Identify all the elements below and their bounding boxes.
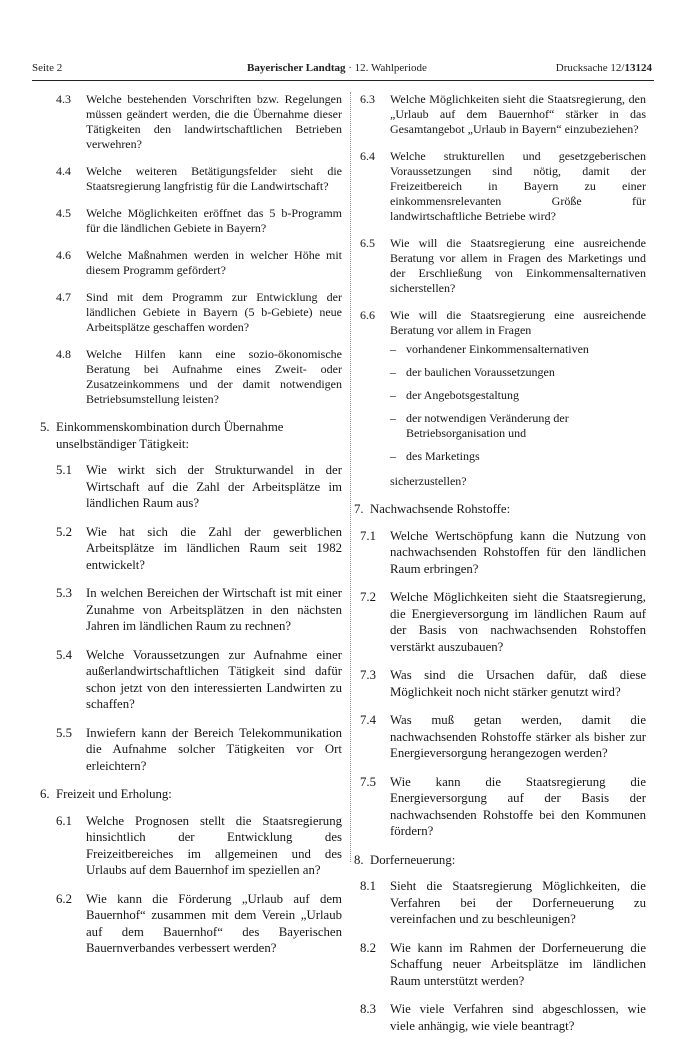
question-8-2 — [360, 940, 646, 990]
question-6-6 — [360, 308, 646, 338]
parliament-name: Bayerischer Landtag — [247, 62, 346, 74]
list-item: – des Marketings — [390, 449, 646, 464]
question-number: 6.5 — [360, 236, 375, 250]
section-6-heading — [40, 786, 342, 803]
question-number: 6.4 — [360, 149, 375, 163]
question-number: 5.2 — [56, 524, 72, 539]
question-text: Wie wirkt sich der Strukturwandel in der Wirtschaft auf die Zahl der Arbeitsplätze im ländlichen Raum aus? — [86, 463, 342, 510]
question-7-2 — [360, 589, 646, 655]
document-number — [556, 62, 652, 74]
list-item: – vorhandener Einkommensalternativen — [390, 342, 646, 357]
question-number: 8.2 — [360, 940, 376, 955]
question-text: In welchen Bereichen der Wirtschaft ist mit einer Zunahme von Arbeitsplätzen in den nächsten Jahren im ländlichen Raum zu rechnen? — [86, 586, 342, 633]
question-number: 4.8 — [56, 347, 71, 361]
question-4-3 — [56, 92, 342, 152]
question-number: 6.2 — [56, 891, 72, 906]
column-divider — [350, 92, 351, 862]
right-column — [354, 92, 646, 1046]
question-5-1 — [56, 462, 342, 512]
question-text: Wie will die Staatsregierung eine ausreichende Beratung vor allem in Fragen des Marketings und der Erschließung von Einkommensalternativen sicherstellen? — [390, 236, 646, 295]
section-5-heading — [40, 419, 342, 452]
question-4-7 — [56, 290, 342, 335]
question-number: 5.5 — [56, 725, 72, 740]
question-text: Wie will die Staatsregierung eine ausreichende Beratung vor allem in Fragen — [390, 308, 646, 337]
question-number: 5.3 — [56, 586, 72, 600]
question-text: Sieht die Staatsregierung Möglichkeiten, die Verfahren bei der Dorferneuerung zu vereinfachen und zu beschleunigen? — [390, 879, 646, 926]
question-text: Welche Möglichkeiten sieht die Staatsregierung, den „Urlaub auf dem Bauernhof“ stärker in das Gesamtangebot „Urlaub in Bayern“ einzubeziehen? — [390, 92, 646, 136]
question-8-1 — [360, 878, 646, 928]
question-4-8 — [56, 347, 342, 407]
section-title: Freizeit und Erholung: — [56, 787, 172, 801]
question-text: Wie viele Verfahren sind abgeschlossen, wie viele anhängig, wie viele beantragt? — [390, 1002, 646, 1033]
question-7-5 — [360, 774, 646, 840]
question-6-5 — [360, 236, 646, 296]
question-number: 6.1 — [56, 813, 72, 828]
question-number: 5.4 — [56, 647, 72, 662]
question-number: 7.5 — [360, 774, 376, 789]
question-number: 7.4 — [360, 713, 376, 727]
question-text: Welche strukturellen und gesetzgeberischen Voraussetzungen sind nötig, damit der Freizeitbereich in Bayern zu einer einkommensrelevanten Größe für landwirtschaftliche Betriebe wird? — [390, 149, 646, 223]
question-6-6-closing: sicherzustellen? — [390, 474, 467, 488]
question-number: 7.3 — [360, 668, 376, 682]
doc-label: Drucksache 12/ — [555, 62, 625, 74]
section-7-heading — [354, 501, 646, 518]
section-title: Dorferneuerung: — [370, 852, 456, 867]
question-number: 4.4 — [56, 164, 71, 178]
question-text: Was muß getan werden, damit die nachwachsenden Rohstoffe stärker als bisher zur Energieversorgung herangezogen werden? — [390, 713, 646, 760]
section-title: Einkommenskombination durch Übernahme unselbständiger Tätigkeit: — [56, 420, 284, 451]
question-text: Wie kann die Staatsregierung die Energieversorgung auf der Basis der nachwachsenden Rohstoffe bei den Kommunen fördern? — [390, 774, 646, 838]
question-text: Welche bestehenden Vorschriften bzw. Regelungen müssen geändert werden, die die Übernahme dieser Tätigkeiten den landwirtschaftlichen Betrieben verwehren? — [86, 92, 342, 151]
question-4-5 — [56, 206, 342, 236]
question-5-3 — [56, 585, 342, 635]
question-5-2 — [56, 524, 342, 574]
legislative-period: · 12. Wahlperiode — [348, 62, 427, 74]
section-title: Nachwachsende Rohstoffe: — [370, 502, 511, 516]
question-number: 7.2 — [360, 590, 376, 604]
question-6-2 — [56, 891, 342, 957]
question-number: 4.6 — [56, 248, 71, 262]
question-6-4 — [360, 149, 646, 224]
question-number: 4.5 — [56, 206, 71, 220]
question-7-1 — [360, 528, 646, 578]
question-number: 4.7 — [56, 290, 71, 304]
left-column — [40, 92, 342, 969]
question-number: 6.6 — [360, 308, 375, 322]
header-rule — [32, 80, 654, 81]
header-title-block — [247, 62, 427, 74]
question-7-4 — [360, 712, 646, 762]
question-text: Welche Möglichkeiten sieht die Staatsregierung, die Energieversorgung im ländlichen Raum auf der Basis von nachwachsenden Rohstoffen verstärkt auszubauen? — [390, 590, 646, 654]
question-text: Welche Voraussetzungen zur Aufnahme einer außerlandwirtschaftlichen Tätigkeit sind dafür schon jetzt von den interessierten Landwirten zu schaffen? — [86, 647, 342, 711]
question-text: Welche Wertschöpfung kann die Nutzung von nachwachsenden Rohstoffen für den ländlichen Raum erbringen? — [390, 528, 646, 576]
question-text: Inwiefern kann der Bereich Telekommunikation die Aufnahme solcher Tätigkeiten vor Ort erleichtern? — [86, 725, 342, 773]
question-text: Welche weiteren Betätigungsfelder sieht die Staatsregierung langfristig für die Landwirtschaft? — [86, 164, 342, 193]
question-text: Wie kann im Rahmen der Dorferneuerung die Schaffung neuer Arbeitsplätze im ländlichen Raum unterstützt werden? — [390, 940, 646, 988]
section-number: 5. — [40, 420, 50, 434]
question-6-1 — [56, 813, 342, 879]
question-text: Wie hat sich die Zahl der gewerblichen Arbeitsplätze im ländlichen Raum seit 1982 entwickelt? — [86, 524, 342, 572]
question-8-3 — [360, 1001, 646, 1034]
list-item: – der notwendigen Veränderung der Betriebsorganisation und — [390, 411, 646, 441]
question-number: 7.1 — [360, 528, 376, 543]
question-4-6 — [56, 248, 342, 278]
section-8-heading — [354, 852, 646, 869]
question-text: Sind mit dem Programm zur Entwicklung der ländlichen Gebiete in Bayern (5 b-Gebiete) neue Arbeitsplätze geschaffen worden? — [86, 290, 342, 334]
question-number: 5.1 — [56, 463, 72, 477]
question-4-4 — [56, 164, 342, 194]
page-header — [32, 62, 652, 78]
section-number: 8. — [354, 852, 364, 867]
question-number: 8.3 — [360, 1002, 376, 1016]
doc-number: 13124 — [624, 62, 652, 74]
question-text: Wie kann die Förderung „Urlaub auf dem Bauernhof“ zusammen mit dem Verein „Urlaub auf dem Bauernhof“ des Bayerischen Bauernverbandes verbessert werden? — [86, 891, 342, 955]
question-text: Welche Hilfen kann eine sozio-ökonomische Beratung bei Aufnahme eines Zweit- oder Zusatzeinkommens und der damit notwendigen Betriebsumstellung leisten? — [86, 347, 342, 406]
list-item: – der baulichen Voraussetzungen — [390, 365, 646, 380]
question-number: 4.3 — [56, 92, 71, 106]
page-number: Seite 2 — [32, 62, 63, 74]
section-number: 7. — [354, 502, 364, 516]
question-7-3 — [360, 667, 646, 700]
question-5-5 — [56, 725, 342, 775]
question-text: Welche Maßnahmen werden in welcher Höhe mit diesem Programm gefördert? — [86, 248, 342, 277]
question-text: Welche Möglichkeiten eröffnet das 5 b-Programm für die ländlichen Gebiete in Bayern? — [86, 206, 342, 235]
question-6-3 — [360, 92, 646, 137]
question-5-4 — [56, 647, 342, 713]
question-text: Was sind die Ursachen dafür, daß diese Möglichkeit noch nicht stärker genutzt wird? — [390, 668, 646, 699]
question-number: 8.1 — [360, 879, 376, 893]
list-item: – der Angebotsgestaltung — [390, 388, 646, 403]
section-number: 6. — [40, 787, 50, 801]
question-text: Welche Prognosen stellt die Staatsregierung hinsichtlich der Entwicklung des Freizeitbereiches im allgemeinen und des Urlaubs auf dem Bauernhof im speziellen an? — [86, 813, 342, 877]
question-6-6-sublist — [390, 342, 646, 464]
question-number: 6.3 — [360, 92, 375, 106]
